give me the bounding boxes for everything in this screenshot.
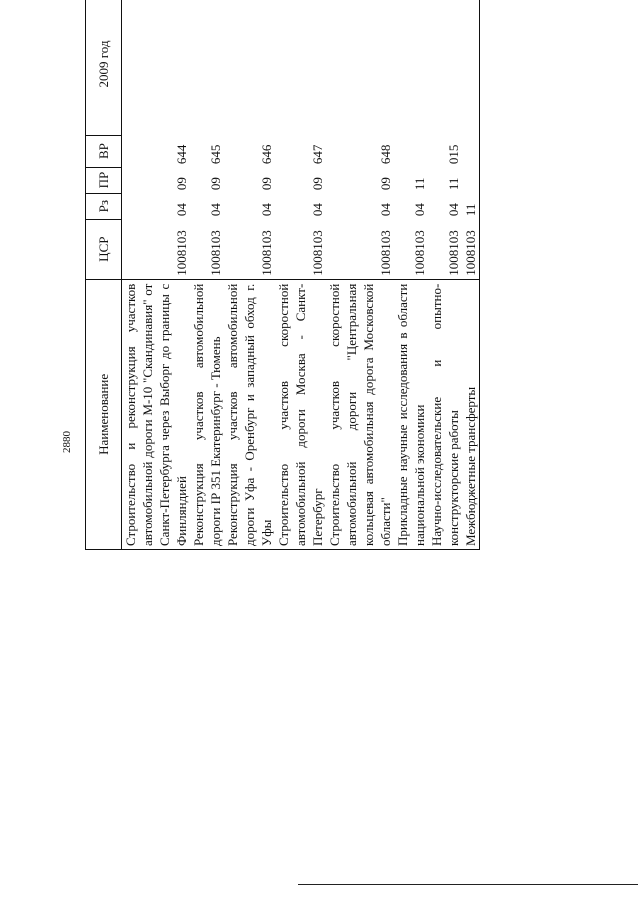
table-row: [224, 0, 275, 550]
budget-table-wrapper: [85, 0, 605, 550]
row-pr: 09: [208, 177, 223, 191]
row-csr: 1008103: [462, 219, 480, 279]
row-rz: 04: [259, 203, 274, 217]
budget-table: [85, 0, 480, 550]
header-2009: 2009 год: [86, 0, 122, 135]
row-rz: 11: [462, 193, 480, 219]
row-vr: 648: [378, 144, 393, 165]
row-rz: 04: [208, 203, 223, 217]
table-header-row: [86, 0, 122, 550]
table-row: [326, 0, 394, 550]
row-name: Прикладные научные исследования в области национальной экономики: [394, 279, 428, 549]
table-row: [428, 0, 462, 550]
row-vr: 647: [310, 144, 325, 165]
row-name: Строительство и реконструкция участков автомобильной дороги М-10 "Скандинавия" от Санкт-Петербурга через Выборг до границы с Финляндией: [122, 279, 191, 549]
row-vr: 644: [174, 144, 189, 165]
row-2009: [394, 0, 428, 135]
row-csr: 1008103: [259, 230, 274, 276]
row-pr: [462, 167, 480, 193]
bottom-rule: [298, 884, 638, 885]
table-row: [122, 0, 191, 550]
row-rz: 04: [174, 203, 189, 217]
page-number: 2880: [61, 431, 73, 453]
row-2009: [224, 0, 275, 135]
row-pr: 09: [259, 177, 274, 191]
row-2009: [122, 0, 191, 135]
row-vr: 645: [208, 144, 223, 165]
row-pr: 09: [378, 177, 393, 191]
row-rz: 04: [378, 203, 393, 217]
row-csr: 1008103: [174, 230, 189, 276]
row-name: Реконструкция участков автомобильной дороги IР 351 Екатеринбург - Тюмень: [190, 279, 224, 549]
row-vr: [394, 135, 428, 167]
table-row: [462, 0, 480, 550]
row-name: Научно-исследовательские и опытно-конструкторские работы: [428, 279, 462, 549]
row-pr: 11: [412, 177, 427, 191]
row-pr: 09: [310, 177, 325, 191]
table-row: [190, 0, 224, 550]
rotated-page-area: [85, 30, 605, 872]
header-vr: ВР: [86, 135, 122, 167]
row-rz: 04: [412, 203, 427, 217]
row-rz: 04: [310, 203, 325, 217]
row-name: Межбюджетные трансферты: [462, 279, 480, 549]
row-csr: 1008103: [378, 230, 393, 276]
row-csr: 1008103: [310, 230, 325, 276]
table-row: [275, 0, 326, 550]
row-vr: 015: [446, 144, 461, 165]
table-row: [394, 0, 428, 550]
row-vr: [462, 135, 480, 167]
row-vr: 646: [259, 144, 274, 165]
row-pr: 11: [446, 177, 461, 191]
row-name: Строительство участков скоростной автомобильной дороги Москва - Санкт-Петербург: [275, 279, 326, 549]
row-name: Строительство участков скоростной автомобильной дороги "Центральная кольцевая автомобильная дорога Московской области": [326, 279, 394, 549]
row-csr: 1008103: [412, 230, 427, 276]
row-csr: 1008103: [208, 230, 223, 276]
row-2009: [190, 0, 224, 135]
header-csr: ЦСР: [86, 219, 122, 279]
row-rz: 04: [446, 203, 461, 217]
row-csr: 1008103: [446, 230, 461, 276]
header-pr: ПР: [86, 167, 122, 193]
row-2009: [326, 0, 394, 135]
row-2009: [462, 0, 480, 135]
row-2009: [275, 0, 326, 135]
header-name: Наименование: [86, 279, 122, 549]
header-rz: Рз: [86, 193, 122, 219]
row-pr: 09: [174, 177, 189, 191]
row-name: Реконструкция участков автомобильной дороги Уфа - Оренбург и западный обход г. Уфы: [224, 279, 275, 549]
row-2009: [428, 0, 462, 135]
